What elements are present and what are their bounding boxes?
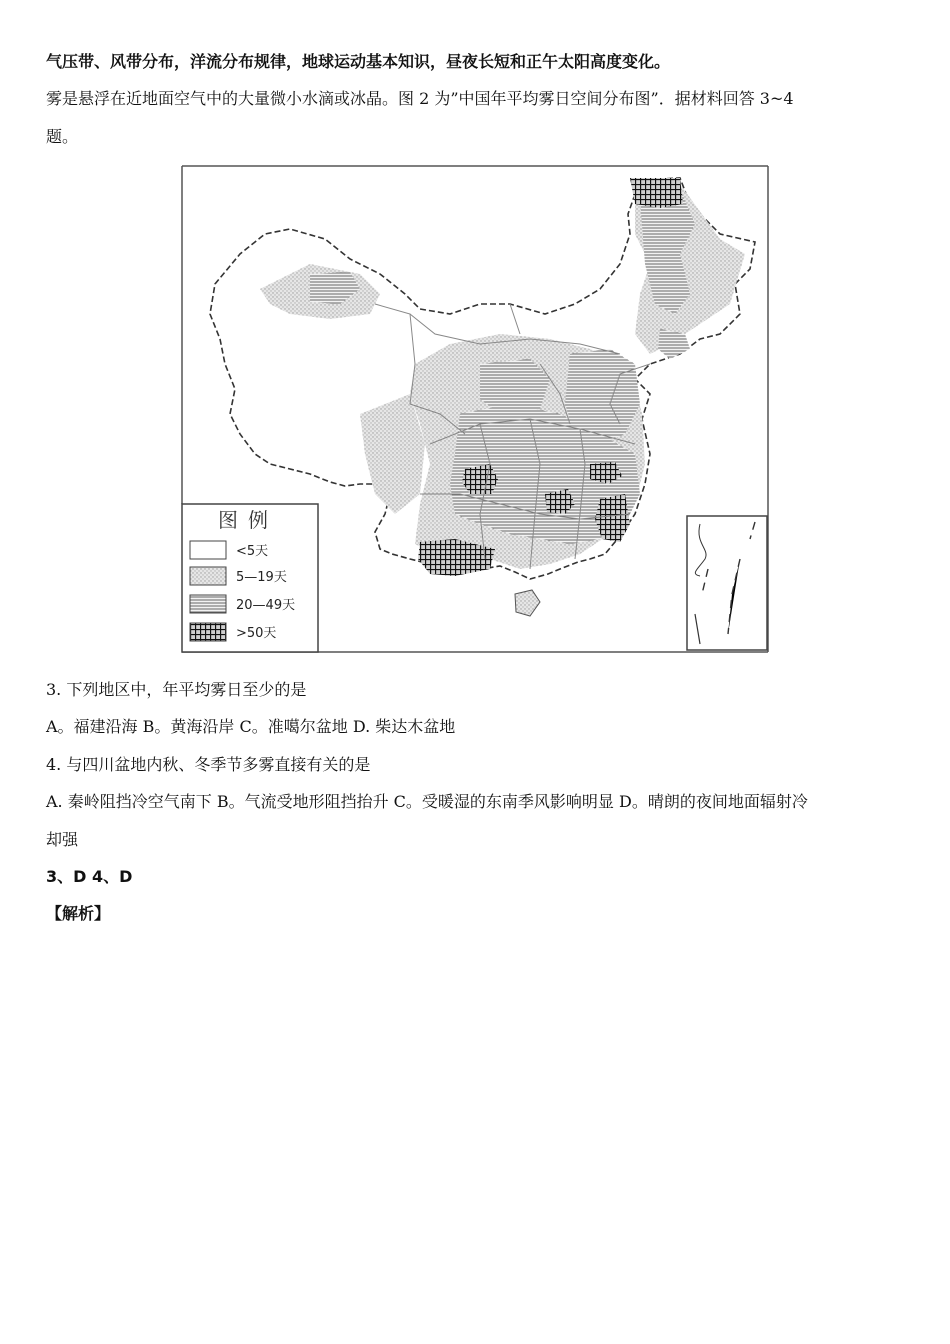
question-3-stem: 3. 下列地区中，年平均雾日至少的是 xyxy=(46,680,307,699)
legend-label-5-19: 5—19天 xyxy=(236,570,287,585)
legend-swatch-lines xyxy=(190,595,226,613)
legend-swatch-grid xyxy=(190,623,226,641)
question-4-options-line-1: A. 秦岭阻挡冷空气南下 B。气流受地形阻挡抬升 C。受暖湿的东南季风影响明显 D。晴朗的夜间地面辐射冷 xyxy=(46,792,808,811)
south-china-sea-inset xyxy=(687,516,767,650)
intro-line-1: 雾是悬浮在近地面空气中的大量微小水滴或冰晶。图 2 为”中国年平均雾日空间分布图”．据材料回答 3~4 xyxy=(46,89,794,108)
analysis-label: 【解析】 xyxy=(46,904,111,923)
dotted-tibet-east xyxy=(360,394,425,514)
legend-label-20-49: 20—49天 xyxy=(236,598,296,613)
map-legend xyxy=(182,504,318,652)
answer-line: 3、D 4、D xyxy=(46,867,133,886)
question-4-stem: 4. 与四川盆地内秋、冬季节多雾直接有关的是 xyxy=(46,755,371,774)
legend-swatch-dotted xyxy=(190,567,226,585)
legend-swatch-blank xyxy=(190,541,226,559)
question-3-options: A。福建沿海 B。黄海沿岸 C。准噶尔盆地 D. 柴达木盆地 xyxy=(46,717,456,736)
intro-line-2: 题。 xyxy=(46,127,79,146)
china-fog-map xyxy=(180,164,770,654)
hainan-island xyxy=(515,590,540,616)
legend-title: 图例 xyxy=(218,508,278,532)
grid-heilongjiang xyxy=(630,178,683,208)
map-svg xyxy=(180,164,770,654)
topic-header: 气压带、风带分布，洋流分布规律，地球运动基本知识，昼夜长短和正午太阳高度变化。 xyxy=(46,52,671,71)
question-4-options-line-2: 却强 xyxy=(46,830,79,849)
legend-label-lt5: <5天 xyxy=(236,544,269,559)
legend-label-gt50: >50天 xyxy=(236,626,277,641)
